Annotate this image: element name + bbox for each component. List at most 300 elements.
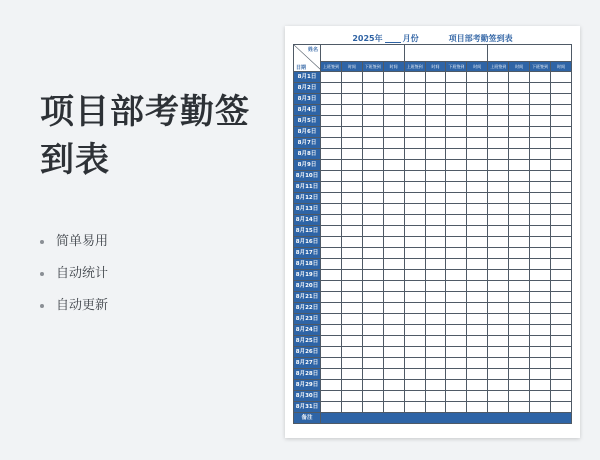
signin-cell: [488, 248, 509, 259]
signin-cell: [404, 402, 425, 413]
signin-cell: [425, 138, 446, 149]
signin-cell: [467, 72, 488, 83]
date-cell: 8月26日: [294, 347, 321, 358]
signin-cell: [550, 380, 571, 391]
signin-cell: [488, 314, 509, 325]
table-row: [294, 182, 572, 193]
signin-cell: [362, 204, 383, 215]
signin-cell: [509, 127, 530, 138]
employee-name-cell: [488, 45, 572, 62]
signin-cell: [341, 314, 362, 325]
signin-cell: [425, 314, 446, 325]
signin-cell: [530, 391, 551, 402]
signin-cell: [488, 270, 509, 281]
signin-cell: [383, 325, 404, 336]
signin-cell: [446, 193, 467, 204]
signin-cell: [530, 105, 551, 116]
signin-cell: [467, 94, 488, 105]
employee-name-cell: [321, 45, 405, 62]
table-row: [294, 325, 572, 336]
table-row: [294, 303, 572, 314]
signin-cell: [341, 215, 362, 226]
signin-cell: [404, 347, 425, 358]
table-row: [294, 215, 572, 226]
signin-cell: [467, 105, 488, 116]
signin-cell: [530, 149, 551, 160]
signin-cell: [530, 138, 551, 149]
signin-cell: [321, 94, 342, 105]
column-header: 时间: [425, 62, 446, 72]
signin-cell: [550, 138, 571, 149]
signin-cell: [509, 182, 530, 193]
signin-cell: [488, 72, 509, 83]
signin-cell: [425, 292, 446, 303]
feature-label: 自动统计: [56, 266, 109, 281]
signin-cell: [383, 204, 404, 215]
sheet-title: [285, 31, 580, 45]
signin-cell: [321, 127, 342, 138]
signin-cell: [530, 160, 551, 171]
signin-cell: [321, 215, 342, 226]
corner-name-label: 姓名: [307, 47, 318, 53]
signin-cell: [488, 94, 509, 105]
signin-cell: [404, 259, 425, 270]
signin-cell: [530, 237, 551, 248]
signin-cell: [362, 83, 383, 94]
table-row: [294, 248, 572, 259]
signin-cell: [425, 127, 446, 138]
table-row: [294, 402, 572, 413]
signin-cell: [362, 237, 383, 248]
signin-cell: [341, 83, 362, 94]
signin-cell: [467, 116, 488, 127]
signin-cell: [467, 160, 488, 171]
date-cell: 8月30日: [294, 391, 321, 402]
signin-cell: [404, 369, 425, 380]
signin-cell: [488, 127, 509, 138]
signin-cell: [362, 72, 383, 83]
signin-cell: [550, 325, 571, 336]
signin-cell: [362, 325, 383, 336]
signin-cell: [425, 116, 446, 127]
date-cell: 8月9日: [294, 160, 321, 171]
signin-cell: [446, 215, 467, 226]
signin-cell: [446, 347, 467, 358]
signin-cell: [321, 72, 342, 83]
date-cell: 8月11日: [294, 182, 321, 193]
signin-cell: [362, 193, 383, 204]
signin-cell: [425, 182, 446, 193]
bullet-icon: [40, 304, 44, 308]
date-cell: 8月28日: [294, 369, 321, 380]
signin-cell: [488, 215, 509, 226]
signin-cell: [550, 369, 571, 380]
signin-cell: [425, 281, 446, 292]
signin-cell: [362, 248, 383, 259]
signin-cell: [446, 325, 467, 336]
signin-cell: [362, 380, 383, 391]
signin-cell: [362, 259, 383, 270]
signin-cell: [488, 391, 509, 402]
signin-cell: [362, 171, 383, 182]
signin-cell: [467, 402, 488, 413]
column-header: 上班签到: [488, 62, 509, 72]
date-cell: 8月23日: [294, 314, 321, 325]
signin-cell: [425, 193, 446, 204]
signin-cell: [488, 358, 509, 369]
sub-header-row: [294, 62, 572, 72]
signin-cell: [530, 281, 551, 292]
signin-cell: [509, 325, 530, 336]
signin-cell: [425, 171, 446, 182]
signin-cell: [341, 303, 362, 314]
signin-cell: [467, 358, 488, 369]
signin-cell: [530, 94, 551, 105]
attendance-table: [293, 44, 572, 424]
signin-cell: [550, 94, 571, 105]
date-cell: 8月15日: [294, 226, 321, 237]
signin-cell: [467, 347, 488, 358]
signin-cell: [321, 182, 342, 193]
signin-cell: [383, 380, 404, 391]
table-row: [294, 369, 572, 380]
signin-cell: [467, 380, 488, 391]
signin-cell: [467, 237, 488, 248]
signin-cell: [383, 391, 404, 402]
signin-cell: [446, 314, 467, 325]
signin-cell: [341, 160, 362, 171]
signin-cell: [530, 303, 551, 314]
signin-cell: [467, 226, 488, 237]
column-header: 时间: [509, 62, 530, 72]
signin-cell: [509, 171, 530, 182]
column-header: 下班签到: [446, 62, 467, 72]
signin-cell: [509, 83, 530, 94]
signin-cell: [425, 204, 446, 215]
signin-cell: [383, 127, 404, 138]
signin-cell: [446, 83, 467, 94]
signin-cell: [404, 116, 425, 127]
signin-cell: [341, 281, 362, 292]
signin-cell: [321, 83, 342, 94]
signin-cell: [404, 127, 425, 138]
signin-cell: [404, 314, 425, 325]
signin-cell: [488, 303, 509, 314]
signin-cell: [530, 182, 551, 193]
signin-cell: [425, 336, 446, 347]
date-cell: 8月7日: [294, 138, 321, 149]
signin-cell: [509, 248, 530, 259]
signin-cell: [321, 336, 342, 347]
signin-cell: [362, 314, 383, 325]
signin-cell: [383, 215, 404, 226]
signin-cell: [488, 380, 509, 391]
signin-cell: [383, 402, 404, 413]
signin-cell: [509, 347, 530, 358]
signin-cell: [425, 303, 446, 314]
signin-cell: [321, 204, 342, 215]
signin-cell: [467, 127, 488, 138]
signin-cell: [446, 116, 467, 127]
signin-cell: [341, 226, 362, 237]
bullet-icon: [40, 240, 44, 244]
feature-item: [40, 296, 108, 328]
signin-cell: [446, 259, 467, 270]
signin-cell: [550, 160, 571, 171]
signin-cell: [404, 270, 425, 281]
signin-cell: [362, 182, 383, 193]
table-row: [294, 391, 572, 402]
signin-cell: [488, 226, 509, 237]
signin-cell: [383, 160, 404, 171]
signin-cell: [321, 105, 342, 116]
signin-cell: [550, 193, 571, 204]
signin-cell: [341, 358, 362, 369]
signin-cell: [321, 237, 342, 248]
signin-cell: [530, 402, 551, 413]
signin-cell: [550, 105, 571, 116]
table-row: [294, 105, 572, 116]
signin-cell: [321, 171, 342, 182]
signin-cell: [550, 215, 571, 226]
table-row: [294, 347, 572, 358]
footer-row: [294, 413, 572, 424]
signin-cell: [446, 204, 467, 215]
signin-cell: [467, 369, 488, 380]
table-row: [294, 193, 572, 204]
signin-cell: [321, 259, 342, 270]
table-row: [294, 171, 572, 182]
date-cell: 8月21日: [294, 292, 321, 303]
signin-cell: [425, 325, 446, 336]
signin-cell: [446, 380, 467, 391]
signin-cell: [425, 391, 446, 402]
signin-cell: [425, 248, 446, 259]
signin-cell: [341, 72, 362, 83]
signin-cell: [425, 237, 446, 248]
signin-cell: [530, 215, 551, 226]
signin-cell: [530, 127, 551, 138]
signin-cell: [341, 336, 362, 347]
signin-cell: [425, 160, 446, 171]
signin-cell: [362, 226, 383, 237]
table-row: [294, 72, 572, 83]
signin-cell: [550, 226, 571, 237]
signin-cell: [362, 391, 383, 402]
signin-cell: [446, 94, 467, 105]
date-cell: 8月18日: [294, 259, 321, 270]
signin-cell: [446, 270, 467, 281]
signin-cell: [509, 292, 530, 303]
signin-cell: [530, 270, 551, 281]
signin-cell: [550, 83, 571, 94]
signin-cell: [362, 127, 383, 138]
signin-cell: [550, 127, 571, 138]
signin-cell: [321, 380, 342, 391]
signin-cell: [530, 292, 551, 303]
signin-cell: [550, 270, 571, 281]
signin-cell: [425, 402, 446, 413]
signin-cell: [341, 391, 362, 402]
signin-cell: [530, 259, 551, 270]
signin-cell: [509, 116, 530, 127]
signin-cell: [321, 270, 342, 281]
signin-cell: [404, 303, 425, 314]
date-cell: 8月25日: [294, 336, 321, 347]
signin-cell: [404, 292, 425, 303]
signin-cell: [425, 259, 446, 270]
column-header: 时间: [467, 62, 488, 72]
signin-cell: [550, 248, 571, 259]
signin-cell: [383, 347, 404, 358]
signin-cell: [341, 193, 362, 204]
signin-cell: [383, 193, 404, 204]
date-cell: 8月2日: [294, 83, 321, 94]
signin-cell: [509, 149, 530, 160]
signin-cell: [509, 160, 530, 171]
feature-label: 简单易用: [56, 234, 109, 249]
signin-cell: [404, 248, 425, 259]
signin-cell: [467, 149, 488, 160]
signin-cell: [341, 171, 362, 182]
page-title: 项目部考勤签到表: [40, 92, 250, 180]
signin-cell: [446, 369, 467, 380]
signin-cell: [404, 94, 425, 105]
signin-cell: [509, 281, 530, 292]
signin-cell: [509, 237, 530, 248]
signin-cell: [550, 72, 571, 83]
feature-label: 自动更新: [56, 298, 109, 313]
signin-cell: [509, 215, 530, 226]
signin-cell: [550, 149, 571, 160]
signin-cell: [362, 358, 383, 369]
signin-cell: [446, 105, 467, 116]
signin-cell: [488, 105, 509, 116]
signin-cell: [341, 138, 362, 149]
note-fill-cell: [321, 413, 572, 424]
signin-cell: [321, 292, 342, 303]
table-row: [294, 270, 572, 281]
signin-cell: [550, 182, 571, 193]
signin-cell: [404, 358, 425, 369]
signin-cell: [446, 391, 467, 402]
signin-cell: [362, 160, 383, 171]
signin-cell: [550, 237, 571, 248]
date-cell: 8月6日: [294, 127, 321, 138]
signin-cell: [321, 149, 342, 160]
signin-cell: [446, 336, 467, 347]
signin-cell: [362, 105, 383, 116]
date-cell: 8月27日: [294, 358, 321, 369]
signin-cell: [341, 182, 362, 193]
signin-cell: [404, 193, 425, 204]
signin-cell: [530, 171, 551, 182]
signin-cell: [467, 193, 488, 204]
signin-cell: [509, 358, 530, 369]
signin-cell: [383, 248, 404, 259]
signin-cell: [383, 237, 404, 248]
signin-cell: [341, 347, 362, 358]
signin-cell: [530, 226, 551, 237]
sheet-title-name: 项目部考勤签到表: [448, 33, 513, 43]
signin-cell: [404, 83, 425, 94]
signin-cell: [341, 149, 362, 160]
signin-cell: [467, 336, 488, 347]
table-row: [294, 160, 572, 171]
table-row: [294, 127, 572, 138]
attendance-sheet-preview: [285, 26, 580, 438]
date-cell: 8月12日: [294, 193, 321, 204]
signin-cell: [488, 281, 509, 292]
signin-cell: [509, 303, 530, 314]
sheet-title-year: 2025年: [352, 33, 383, 43]
signin-cell: [425, 72, 446, 83]
signin-cell: [467, 325, 488, 336]
signin-cell: [383, 226, 404, 237]
column-header: 时间: [550, 62, 571, 72]
table-row: [294, 94, 572, 105]
signin-cell: [404, 226, 425, 237]
month-blank: [385, 34, 401, 43]
date-cell: 8月17日: [294, 248, 321, 259]
signin-cell: [446, 303, 467, 314]
signin-cell: [404, 72, 425, 83]
signin-cell: [341, 105, 362, 116]
signin-cell: [509, 336, 530, 347]
signin-cell: [404, 138, 425, 149]
signin-cell: [550, 314, 571, 325]
signin-cell: [530, 314, 551, 325]
signin-cell: [362, 116, 383, 127]
signin-cell: [341, 402, 362, 413]
signin-cell: [488, 347, 509, 358]
signin-cell: [550, 391, 571, 402]
signin-cell: [404, 237, 425, 248]
signin-cell: [488, 325, 509, 336]
signin-cell: [425, 270, 446, 281]
signin-cell: [383, 94, 404, 105]
signin-cell: [550, 292, 571, 303]
date-cell: 8月20日: [294, 281, 321, 292]
date-cell: 8月22日: [294, 303, 321, 314]
signin-cell: [467, 138, 488, 149]
signin-cell: [530, 336, 551, 347]
signin-cell: [425, 149, 446, 160]
signin-cell: [383, 116, 404, 127]
signin-cell: [425, 347, 446, 358]
signin-cell: [550, 116, 571, 127]
table-row: [294, 83, 572, 94]
signin-cell: [509, 391, 530, 402]
table-row: [294, 149, 572, 160]
corner-date-label: 日期: [296, 65, 307, 71]
signin-cell: [425, 215, 446, 226]
column-header: 下班签到: [362, 62, 383, 72]
signin-cell: [509, 259, 530, 270]
signin-cell: [383, 83, 404, 94]
signin-cell: [321, 402, 342, 413]
signin-cell: [467, 83, 488, 94]
signin-cell: [509, 138, 530, 149]
signin-cell: [488, 402, 509, 413]
signin-cell: [341, 204, 362, 215]
table-row: [294, 292, 572, 303]
signin-cell: [383, 292, 404, 303]
signin-cell: [530, 193, 551, 204]
signin-cell: [321, 193, 342, 204]
signin-cell: [530, 347, 551, 358]
signin-cell: [530, 116, 551, 127]
